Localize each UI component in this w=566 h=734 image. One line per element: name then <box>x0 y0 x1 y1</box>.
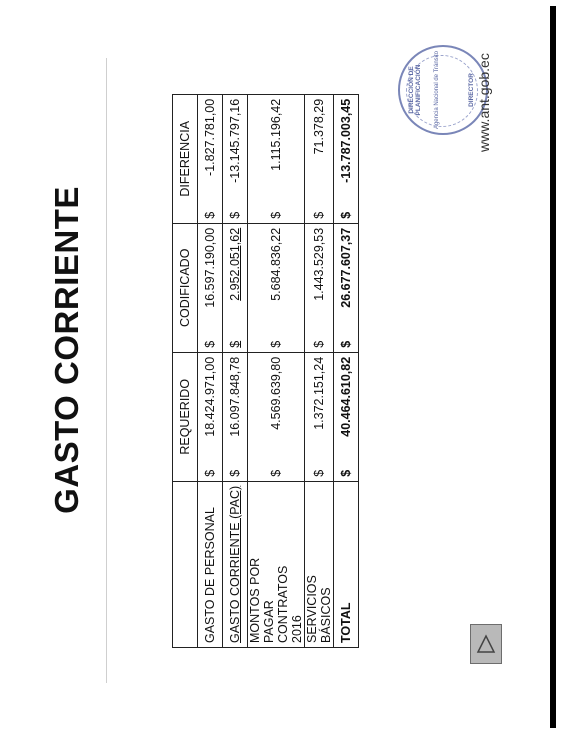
value-requerido: 16.097.848,78 <box>228 356 242 437</box>
stamp-middle-text: Agencia Nacional de Tránsito <box>434 50 440 130</box>
currency-symbol: $ <box>203 211 217 219</box>
value-codificado: 16.597.190,00 <box>203 227 217 308</box>
currency-symbol: $ <box>269 211 283 219</box>
row-label: TOTAL <box>339 602 353 643</box>
currency-symbol: $ <box>339 211 353 219</box>
next-slide-button[interactable] <box>470 624 502 664</box>
table-total-row <box>334 94 359 647</box>
stamp-top-text: DIRECCIÓN DE PLANIFICACIÓN <box>408 64 422 116</box>
budget-table <box>172 94 359 648</box>
table-row <box>198 94 223 647</box>
value-diferencia: -13.145.797,16 <box>228 98 242 183</box>
currency-symbol: $ <box>228 211 242 219</box>
value-requerido: 1.372.151,24 <box>312 356 326 430</box>
value-diferencia: -1.827.781,00 <box>203 98 217 176</box>
currency-symbol: $ <box>312 469 326 477</box>
value-requerido: 40.464.610,82 <box>339 356 353 437</box>
row-label: GASTO CORRIENTE (PAC) <box>228 485 242 643</box>
table-row <box>223 94 248 647</box>
currency-symbol: $ <box>269 469 283 477</box>
header-empty <box>173 481 198 647</box>
currency-symbol: $ <box>339 469 353 477</box>
value-diferencia: -13.787.003,45 <box>339 98 353 183</box>
value-diferencia: 71.378,29 <box>312 98 326 155</box>
value-codificado: 1.443.529,53 <box>312 227 326 301</box>
currency-symbol: $ <box>339 340 353 348</box>
value-requerido: 18.424.971,00 <box>203 356 217 437</box>
table-row <box>305 94 334 647</box>
table-header-row <box>173 94 198 647</box>
table-row <box>248 94 305 647</box>
value-codificado: 2.952.051,62 <box>228 227 242 301</box>
currency-symbol: $ <box>228 469 242 477</box>
currency-symbol: $ <box>269 340 283 348</box>
currency-symbol: $ <box>312 211 326 219</box>
currency-symbol: $ <box>312 340 326 348</box>
header-diferencia: DIFERENCIA <box>173 94 198 223</box>
header-requerido: REQUERIDO <box>173 352 198 481</box>
official-stamp <box>398 45 488 135</box>
currency-symbol: $ <box>203 340 217 348</box>
website-url: www.ant.gob.ec <box>476 53 492 152</box>
currency-symbol: $ <box>228 340 242 348</box>
slide-content <box>36 50 556 700</box>
stamp-bottom-text: DIRECTOR <box>468 73 475 107</box>
row-label: MONTOS POR PAGAR CONTRATOS 2016 <box>248 557 304 643</box>
value-requerido: 4.569.639,80 <box>269 356 283 430</box>
row-label: SERVICIOS BÁSICOS <box>305 575 333 643</box>
value-codificado: 26.677.607,37 <box>339 227 353 308</box>
value-codificado: 5.684.836,22 <box>269 227 283 301</box>
header-codificado: CODIFICADO <box>173 223 198 352</box>
row-label: GASTO DE PERSONAL <box>203 507 217 643</box>
page-title: GASTO CORRIENTE <box>48 186 85 514</box>
value-diferencia: 1.115.196,42 <box>269 98 283 171</box>
play-triangle-icon <box>476 633 496 655</box>
currency-symbol: $ <box>203 469 217 477</box>
